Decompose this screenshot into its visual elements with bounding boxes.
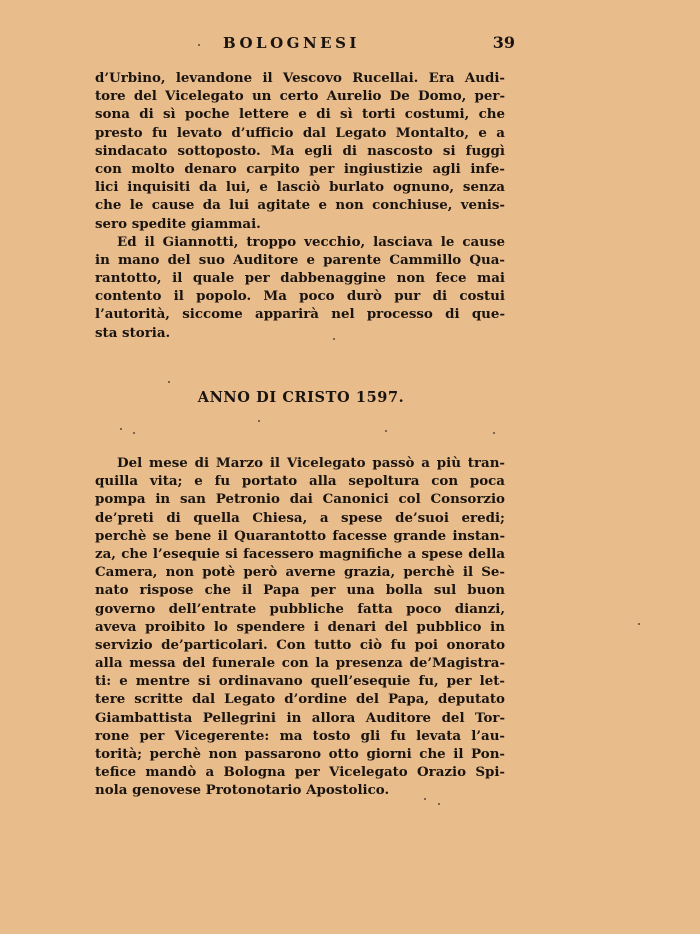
- text-line: ti: e mentre si ordinavano quell’esequie fu, per let-: [95, 673, 505, 690]
- text-line: nato rispose che il Papa per una bolla sul buon: [95, 582, 505, 599]
- section-heading: ANNO DI CRISTO 1597.: [197, 389, 405, 406]
- scan-speck: [438, 803, 440, 805]
- text-line: che le cause da lui agitate e non conchiuse, venis-: [95, 197, 505, 214]
- text-line: perchè se bene il Quarantotto facesse grande instan-: [95, 527, 505, 544]
- text-line: nola genovese Protonotario Apostolico.: [95, 782, 390, 799]
- scan-speck: [168, 381, 170, 383]
- text-line: Ed il Giannotti, troppo vecchio, lasciava le cause: [117, 233, 505, 250]
- text-line: Giambattista Pellegrini in allora Auditore del Tor-: [95, 709, 505, 726]
- running-title: BOLOGNESI: [223, 34, 360, 52]
- text-line: sona di sì poche lettere e di sì torti costumi, che: [95, 106, 505, 123]
- text-line: contento il popolo. Ma poco durò pur di costui: [95, 288, 505, 305]
- text-line: governo dell’entrate pubbliche fatta poco dianzi,: [95, 600, 505, 617]
- scan-speck: [493, 432, 495, 434]
- text-line: Del mese di Marzo il Vicelegato passò a più tran-: [117, 455, 505, 471]
- scan-speck: [198, 44, 200, 46]
- text-line: presto fu levato d’ufficio dal Legato Montalto, e a: [95, 124, 505, 141]
- text-line: alla messa del funerale con la presenza de’Magistra-: [95, 655, 505, 672]
- text-line: sindacato sottoposto. Ma egli di nascosto si fuggì: [95, 142, 505, 159]
- paragraph-block-1597: [95, 454, 505, 800]
- text-line: rantotto, il quale per dabbenaggine non fece mai: [95, 270, 505, 287]
- paragraph-block-continuation: [95, 69, 505, 342]
- text-line: de’preti di quella Chiesa, a spese de’suoi eredi;: [95, 509, 505, 526]
- text-line: tore del Vicelegato un certo Aurelio De Domo, per-: [95, 88, 505, 105]
- text-line: rone per Vicegerente: ma tosto gli fu levata l’au-: [95, 727, 505, 744]
- text-line: in mano del suo Auditore e parente Cammillo Qua-: [95, 251, 505, 268]
- text-line: pompa in san Petronio dai Canonici col Consorzio: [95, 491, 505, 508]
- text-line: za, che l’esequie si facessero magnifiche a spese della: [95, 545, 505, 562]
- text-line: Camera, non potè però averne grazia, perchè il Se-: [95, 564, 505, 581]
- page-number: 39: [492, 33, 515, 52]
- scan-speck: [133, 432, 135, 434]
- text-line: servizio de’particolari. Con tutto ciò fu poi onorato: [95, 636, 505, 653]
- text-line: quilla vita; e fu portato alla sepoltura con poca: [95, 473, 505, 490]
- text-line: tere scritte dal Legato d’ordine del Papa, deputato: [95, 691, 505, 708]
- scan-speck: [333, 338, 335, 340]
- text-line: d’Urbino, levandone il Vescovo Rucellai. Era Audi-: [95, 70, 505, 86]
- scan-speck: [638, 623, 640, 625]
- text-line: lici inquisiti da lui, e lasciò burlato ognuno, senza: [95, 179, 505, 196]
- text-line: con molto denaro carpito per ingiustizie agli infe-: [95, 160, 505, 177]
- text-line: sta storia.: [95, 324, 171, 341]
- text-line: l’autorità, siccome apparirà nel processo di que-: [95, 306, 505, 323]
- scan-speck: [120, 428, 122, 430]
- scan-speck: [424, 798, 426, 800]
- text-line: aveva proibito lo spendere i denari del pubblico in: [95, 618, 505, 635]
- running-head: [95, 34, 515, 58]
- scan-speck: [385, 430, 387, 432]
- scan-speck: [258, 420, 260, 422]
- text-line: tefice mandò a Bologna per Vicelegato Orazio Spi-: [95, 764, 505, 781]
- text-line: sero spedite giammai.: [95, 215, 261, 232]
- text-line: torità; perchè non passarono otto giorni che il Pon-: [95, 746, 505, 762]
